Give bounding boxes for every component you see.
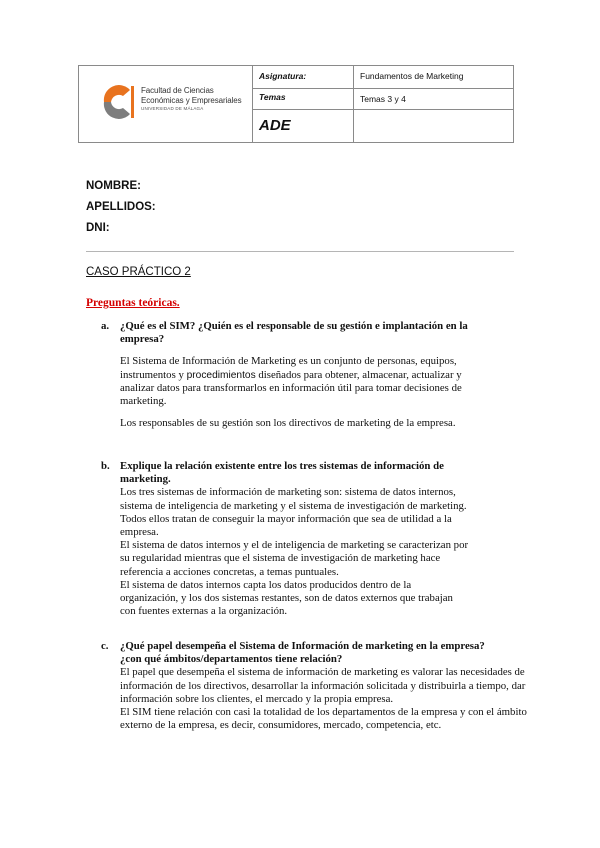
faculty-name-line1: Facultad de Ciencias <box>141 86 214 95</box>
question-title-line: ¿Qué papel desempeña el Sistema de Información de marketing en la empresa? <box>120 640 485 652</box>
question-marker: b. <box>101 460 110 472</box>
question-title-line: marketing. <box>120 473 171 486</box>
highlighted-word: procedimientos <box>186 369 256 381</box>
answer-line: externo de la empresa, es decir, consumidores, mercado, competencia, etc. <box>120 719 442 732</box>
question-title-line: empresa? <box>120 333 165 346</box>
answer-line: referencia a acciones concretas, a temas puntuales. <box>120 565 339 578</box>
answer-line: El SIM tiene relación con casi la totalidad de los departamentos de la empresa y con el ámbito <box>120 706 527 719</box>
answer-line: El sistema de datos internos capta los datos producidos dentro de la <box>120 578 412 591</box>
question-marker: a. <box>101 320 110 332</box>
temas-value: Temas 3 y 4 <box>360 94 406 104</box>
faculty-logo-text <box>141 86 242 113</box>
answer-line: El papel que desempeña el sistema de información de marketing es valorar las necesidades de <box>120 666 525 679</box>
answer-line: empresa. <box>120 526 159 539</box>
answer-line: información sobre los clientes, el mercado y la propia empresa. <box>120 692 394 705</box>
header-row-divider <box>252 109 513 110</box>
answer-line: información de los directivos, desarrollar la información solicitada y distribuirla a tiempo, dar <box>120 679 526 692</box>
question-marker: c. <box>101 640 109 652</box>
asignatura-label: Asignatura: <box>259 71 307 81</box>
answer-line: sistema de inteligencia de marketing y el sistema de investigación de marketing. <box>120 499 467 512</box>
nombre-label: NOMBRE: <box>86 180 141 192</box>
answer-line: con fuentes externas a la organización. <box>120 605 288 618</box>
asignatura-value: Fundamentos de Marketing <box>360 71 464 81</box>
question-b <box>101 460 520 618</box>
answer-line: El Sistema de Información de Marketing es un conjunto de personas, equipos, <box>120 355 457 368</box>
question-title-line: ¿con qué ámbitos/departamentos tiene relación? <box>120 653 343 666</box>
section-title: Preguntas teóricas. <box>86 297 180 309</box>
header-divider <box>353 66 354 142</box>
separator-line <box>86 251 514 252</box>
header-row-divider <box>252 88 513 89</box>
answer-line: Todos ellos tratan de conseguir la mayor información que sea de utilidad a la <box>120 512 452 525</box>
answer-line: El sistema de datos internos y el de inteligencia de marketing se caracterizan por <box>120 539 469 552</box>
faculty-logo-icon <box>100 82 136 122</box>
student-fields <box>86 176 156 239</box>
answer-line: Los responsables de su gestión son los directivos de marketing de la empresa. <box>120 417 456 430</box>
answer-line: marketing. <box>120 395 167 408</box>
university-name: UNIVERSIDAD DE MÁLAGA <box>141 106 204 111</box>
header-divider <box>252 66 253 142</box>
temas-label: Temas <box>259 92 286 102</box>
answer-line: Los tres sistemas de información de marketing son: sistema de datos internos, <box>120 486 456 499</box>
question-c <box>101 640 580 732</box>
faculty-name-line2: Económicas y Empresariales <box>141 95 242 105</box>
degree-code: ADE <box>259 117 291 134</box>
answer-line: su regularidad mientras que el sistema de investigación de marketing hace <box>120 552 441 565</box>
answer-line: organización, y los dos sistemas restantes, son de datos externos que trabajan <box>120 592 453 605</box>
dni-label: DNI: <box>86 222 110 234</box>
answer-line: analizar datos para transformarlos en información útil para tomar decisiones de <box>120 381 462 394</box>
case-title: CASO PRÁCTICO 2 <box>86 266 191 278</box>
question-a <box>101 320 520 430</box>
apellidos-label: APELLIDOS: <box>86 201 156 213</box>
question-title-line: Explique la relación existente entre los tres sistemas de información de <box>120 460 444 472</box>
answer-line: instrumentos y procedimientos diseñados para obtener, almacenar, actualizar y <box>120 368 462 381</box>
question-title-line: ¿Qué es el SIM? ¿Quién es el responsable de su gestión e implantación en la <box>120 320 468 332</box>
